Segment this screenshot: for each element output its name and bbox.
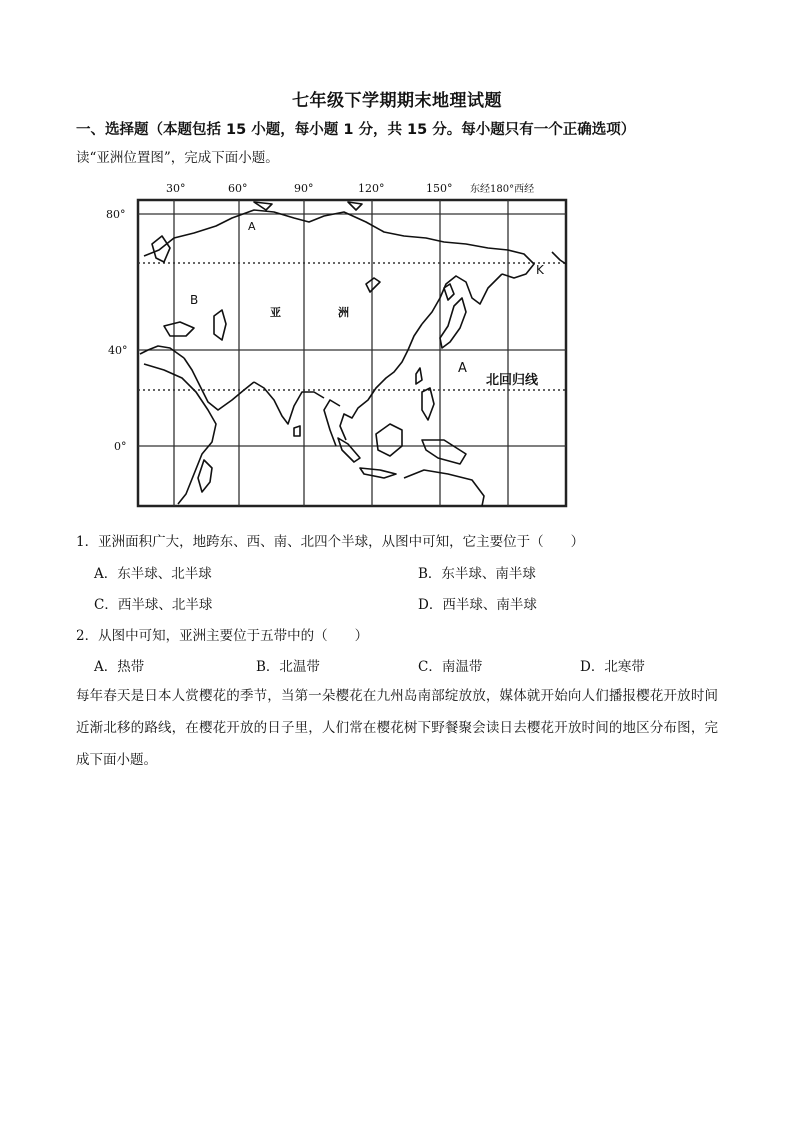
reading-passage: 每年春天是日本人赏樱花的季节，当第一朵樱花在九州岛南部绽放放，媒体就开始向人们播报樱花开放时间近渐北移的路线，在樱花开放的日子里，人们常在樱花树下野餐聚会读日去樱花开放时间的地区分布图，完成下面小题。 bbox=[76, 688, 718, 768]
label-K: K bbox=[536, 263, 544, 277]
question-2-option-b[interactable]: B．北温带 bbox=[256, 659, 320, 675]
question-1-option-d[interactable]: D．西半球、南半球 bbox=[418, 597, 537, 613]
map-svg bbox=[104, 178, 574, 514]
label-circle-line: 北回归线 bbox=[486, 373, 539, 388]
lon-label-90: 90° bbox=[294, 182, 314, 195]
map-instruction: 读“亚洲位置图”，完成下面小题。 bbox=[76, 150, 279, 166]
lon-label-30: 30° bbox=[166, 182, 186, 195]
lon-label-180: 东经180°西经 bbox=[470, 184, 535, 195]
label-asia-2: 洲 bbox=[338, 306, 349, 319]
lon-label-120: 120° bbox=[358, 182, 385, 195]
lon-label-150: 150° bbox=[426, 182, 453, 195]
latitude-labels bbox=[106, 208, 128, 453]
section-heading: 一、选择题（本题包括 15 小题，每小题 1 分，共 15 分。每小题只有一个正确选项） bbox=[76, 122, 636, 138]
question-1-stem: 1．亚洲面积广大，地跨东、西、南、北四个半球，从图中可知，它主要位于（ ） bbox=[76, 534, 585, 550]
question-1-option-b[interactable]: B．东半球、南半球 bbox=[418, 566, 536, 582]
lat-label-80: 80° bbox=[106, 208, 126, 221]
lat-label-40: 40° bbox=[108, 344, 128, 357]
question-2-option-d[interactable]: D．北寒带 bbox=[580, 659, 645, 675]
label-B: B bbox=[190, 293, 199, 307]
label-A-pacific: A bbox=[458, 361, 467, 376]
question-1-option-c[interactable]: C．西半球、北半球 bbox=[94, 597, 213, 613]
question-2-option-a[interactable]: A．热带 bbox=[94, 659, 145, 675]
label-A-north: A bbox=[248, 220, 256, 233]
longitude-labels bbox=[166, 182, 534, 195]
question-1-option-a[interactable]: A．东半球、北半球 bbox=[94, 566, 212, 582]
question-2-option-c[interactable]: C．南温带 bbox=[418, 659, 483, 675]
label-asia-1: 亚 bbox=[270, 306, 281, 319]
lon-label-60: 60° bbox=[228, 182, 248, 195]
lat-label-0: 0° bbox=[114, 440, 127, 453]
page-title: 七年级下学期期末地理试题 bbox=[292, 91, 502, 111]
question-2-stem: 2．从图中可知，亚洲主要位于五带中的（ ） bbox=[76, 628, 369, 644]
asia-location-map bbox=[104, 178, 574, 514]
